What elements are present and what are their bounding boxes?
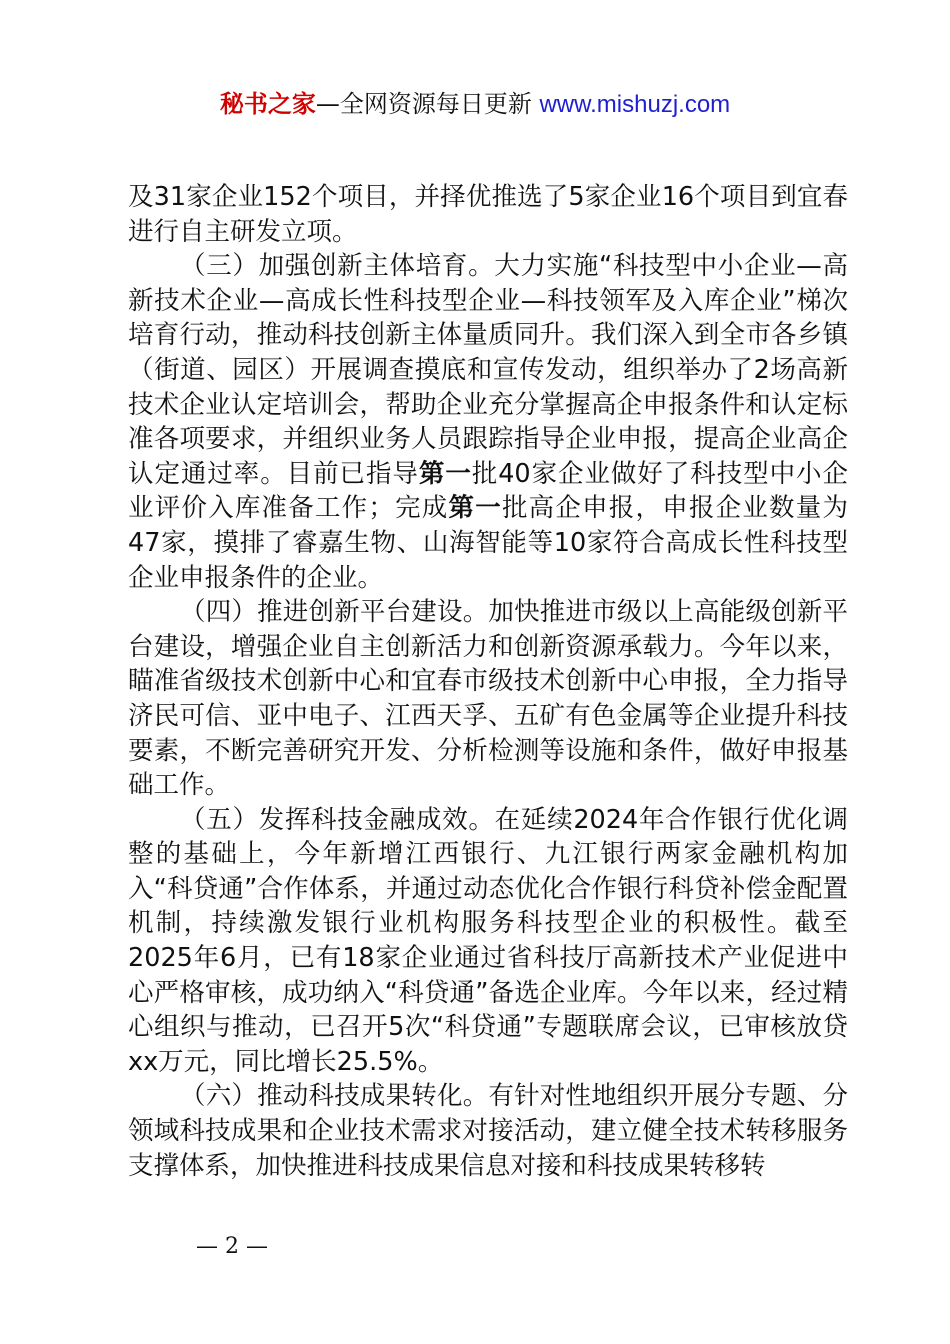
site-brand: 秘书之家 xyxy=(219,90,316,118)
paragraph-text: 批高企申报，申报企业数量为47家，摸排了睿嘉生物、山海智能等10家符合高成长性科技型企业申报条件的企业。 xyxy=(128,493,848,593)
paragraph xyxy=(128,1079,848,1183)
site-slogan: —全网资源每日更新 xyxy=(315,90,540,118)
paragraph-text: （三）加强创新主体培育。大力实施“科技型中小企业—高新技术企业—高成长性科技型企业—科技领军及入库企业”梯次培育行动，推动科技创新主体量质同升。我们深入到全市各乡镇（街道、园区）开展调查摸底和宣传发动，组织举办了2场高新技术企业认定培训会，帮助企业充分掌握高企申报条件和认定标准各项要求，并组织业务人员跟踪指导企业申报，提高企业高企认定通过率。目前已指导 xyxy=(128,251,848,489)
document-body xyxy=(128,180,848,1183)
paragraph xyxy=(128,249,848,595)
site-url[interactable]: www.mishuzj.com xyxy=(539,91,731,118)
page-number: — 2 — xyxy=(196,1234,268,1259)
bold-text: 第一 xyxy=(418,458,472,489)
paragraph xyxy=(128,595,848,803)
paragraph-text: 及31家企业152个项目，并择优推选了5家企业16个项目到宜春进行自主研发立项。 xyxy=(128,182,848,247)
paragraph-text: （五）发挥科技金融成效。在延续2024年合作银行优化调整的基础上，今年新增江西银行、九江银行两家金融机构加入“科贷通”合作体系，并通过动态优化合作银行科贷补偿金配置机制，持续激发银行业机构服务科技型企业的积极性。截至2025年6月，已有18家企业通过省科技厅高新技术产业促进中心严格审核，成功纳入“科贷通”备选企业库。今年以来，经过精心组织与推动，已召开5次“科贷通”专题联席会议，已审核放贷xx万元，同比增长25.5%。 xyxy=(128,804,848,1077)
paragraph-text: （四）推进创新平台建设。加快推进市级以上高能级创新平台建设，增强企业自主创新活力和创新资源承载力。今年以来，瞄准省级技术创新中心和宜春市级技术创新中心申报，全力指导济民可信、亚中电子、江西天孚、五矿有色金属等企业提升科技要素，不断完善研究开发、分析检测等设施和条件，做好申报基础工作。 xyxy=(128,597,848,801)
paragraph-text: 批40家企业做好了科技型中小企业评价入库准备工作；完成 xyxy=(128,458,848,524)
paragraph xyxy=(128,803,848,1080)
site-header xyxy=(0,86,950,123)
paragraph-text: （六）推动科技成果转化。有针对性地组织开展分专题、分领域科技成果和企业技术需求对接活动，建立健全技术转移服务支撑体系，加快推进科技成果信息对接和科技成果转移转 xyxy=(128,1081,848,1181)
bold-text: 第一 xyxy=(448,493,502,524)
paragraph xyxy=(128,180,848,249)
